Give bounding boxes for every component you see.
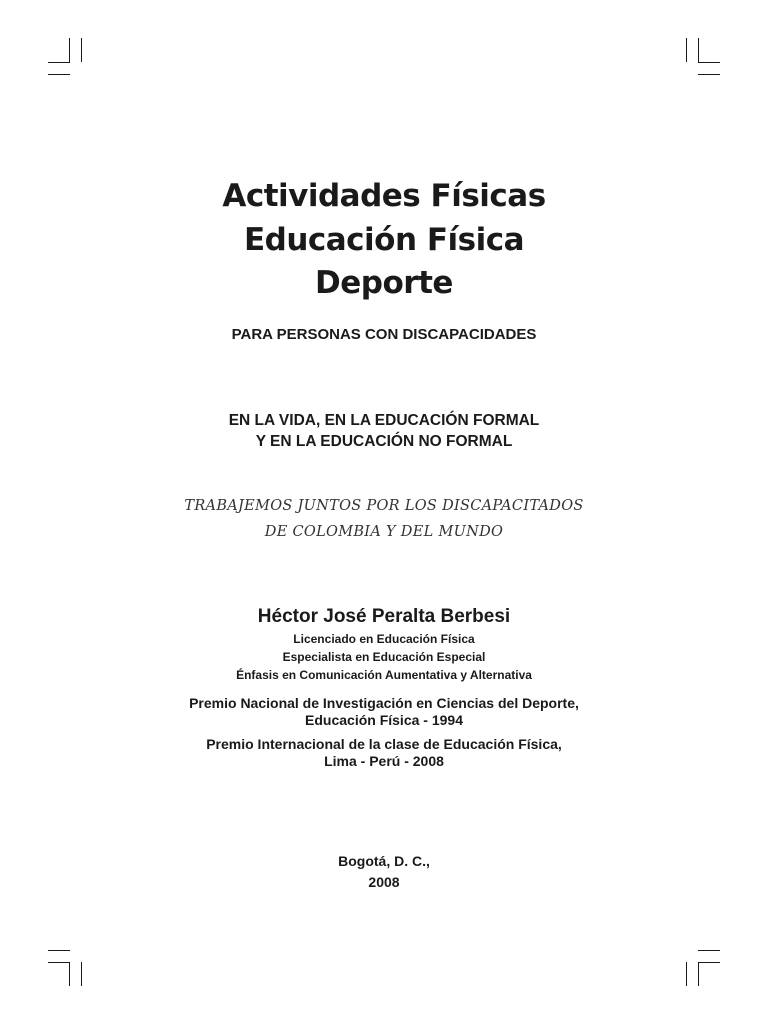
title-line-2: Educación Física <box>243 222 525 258</box>
crop-mark-bottom-left-vertical <box>69 962 70 986</box>
subtitle: PARA PERSONAS CON DISCAPACIDADES <box>231 326 537 343</box>
title-line-3: Deporte <box>315 265 453 301</box>
crop-mark-bottom-left-horizontal <box>48 950 70 951</box>
author-credential: Énfasis en Comunicación Aumentativa y Alternativa <box>236 668 532 682</box>
award-line: Premio Internacional de la clase de Educación Física, <box>206 736 562 752</box>
crop-mark-top-left-horizontal <box>48 74 70 75</box>
award-line: Educación Física - 1994 <box>305 712 463 728</box>
crop-mark-top-right-vertical <box>698 38 699 63</box>
award-line: Premio Nacional de Investigación en Ciencias del Deporte, <box>189 695 579 711</box>
author-credential: Especialista en Educación Especial <box>282 650 486 664</box>
title-line-1: Actividades Físicas <box>222 178 546 214</box>
motto-line-2: DE COLOMBIA Y DEL MUNDO <box>264 524 504 540</box>
crop-mark-bottom-left-horizontal <box>48 962 70 963</box>
crop-mark-bottom-right-horizontal <box>698 962 720 963</box>
crop-mark-top-left-vertical <box>81 38 82 62</box>
award-line: Lima - Perú - 2008 <box>324 753 444 769</box>
crop-mark-top-left-horizontal <box>48 62 70 63</box>
author-name: Héctor José Peralta Berbesi <box>257 606 511 627</box>
publication-year: 2008 <box>368 874 400 890</box>
context-line-1: EN LA VIDA, EN LA EDUCACIÓN FORMAL <box>228 412 540 429</box>
crop-mark-bottom-right-vertical <box>686 962 687 986</box>
crop-mark-bottom-right-vertical <box>698 962 699 986</box>
publication-place: Bogotá, D. C., <box>338 853 430 869</box>
crop-mark-top-right-vertical <box>686 38 687 62</box>
author-credential: Licenciado en Educación Física <box>293 632 475 646</box>
crop-mark-top-left-vertical <box>69 38 70 63</box>
crop-mark-top-right-horizontal <box>698 74 720 75</box>
crop-mark-top-right-horizontal <box>698 62 720 63</box>
crop-mark-bottom-left-vertical <box>81 962 82 986</box>
crop-mark-bottom-right-horizontal <box>698 950 720 951</box>
context-line-2: Y EN LA EDUCACIÓN NO FORMAL <box>255 433 513 450</box>
motto-line-1: TRABAJEMOS JUNTOS POR LOS DISCAPACITADOS <box>184 498 584 514</box>
